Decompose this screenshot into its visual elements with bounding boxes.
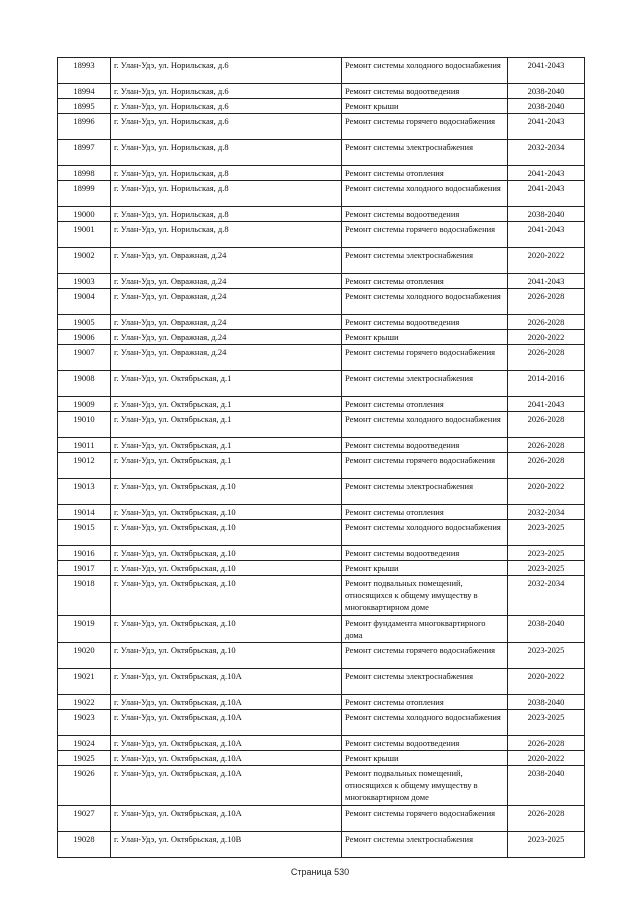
table-row (58, 248, 585, 274)
work-type-cell: Ремонт системы водоотведения (342, 546, 508, 561)
period-cell: 2041-2043 (508, 222, 585, 248)
repair-schedule-table (57, 57, 585, 858)
table-row (58, 453, 585, 479)
table-row (58, 736, 585, 751)
work-type-cell: Ремонт крыши (342, 99, 508, 114)
row-number-cell: 19011 (58, 438, 111, 453)
period-cell: 2041-2043 (508, 166, 585, 181)
table-row (58, 520, 585, 546)
period-cell: 2038-2040 (508, 766, 585, 806)
row-number-cell: 18996 (58, 114, 111, 140)
period-cell: 2041-2043 (508, 274, 585, 289)
row-number-cell: 19012 (58, 453, 111, 479)
work-type-cell: Ремонт подвальных помещений, относящихся к общему имуществу в многоквартирном доме (342, 766, 508, 806)
address-cell: г. Улан-Удэ, ул. Октябрьская, д.10А (111, 736, 342, 751)
table-row (58, 479, 585, 505)
table-row (58, 274, 585, 289)
work-type-cell: Ремонт системы горячего водоснабжения (342, 222, 508, 248)
row-number-cell: 18993 (58, 58, 111, 84)
work-type-cell: Ремонт подвальных помещений, относящихся к общему имуществу в многоквартирном доме (342, 576, 508, 616)
table-row (58, 695, 585, 710)
work-type-cell: Ремонт крыши (342, 751, 508, 766)
work-type-cell: Ремонт системы водоотведения (342, 315, 508, 330)
table-body (58, 58, 585, 858)
table-row (58, 546, 585, 561)
work-type-cell: Ремонт системы отопления (342, 505, 508, 520)
address-cell: г. Улан-Удэ, ул. Октябрьская, д.10 (111, 616, 342, 643)
table-row (58, 832, 585, 858)
address-cell: г. Улан-Удэ, ул. Октябрьская, д.10 (111, 561, 342, 576)
work-type-cell: Ремонт фундамента многоквартирного дома (342, 616, 508, 643)
table-row (58, 766, 585, 806)
period-cell: 2020-2022 (508, 248, 585, 274)
period-cell: 2038-2040 (508, 695, 585, 710)
table-row (58, 345, 585, 371)
work-type-cell: Ремонт системы холодного водоснабжения (342, 181, 508, 207)
work-type-cell: Ремонт системы холодного водоснабжения (342, 58, 508, 84)
work-type-cell: Ремонт крыши (342, 561, 508, 576)
period-cell: 2023-2025 (508, 561, 585, 576)
period-cell: 2026-2028 (508, 315, 585, 330)
table-row (58, 371, 585, 397)
period-cell: 2038-2040 (508, 99, 585, 114)
period-cell: 2041-2043 (508, 397, 585, 412)
row-number-cell: 19021 (58, 669, 111, 695)
table-row (58, 412, 585, 438)
period-cell: 2032-2034 (508, 140, 585, 166)
table-row (58, 84, 585, 99)
row-number-cell: 19026 (58, 766, 111, 806)
table-row (58, 505, 585, 520)
work-type-cell: Ремонт системы отопления (342, 397, 508, 412)
address-cell: г. Улан-Удэ, ул. Овражная, д.24 (111, 315, 342, 330)
row-number-cell: 19015 (58, 520, 111, 546)
table-row (58, 315, 585, 330)
address-cell: г. Улан-Удэ, ул. Октябрьская, д.10 (111, 643, 342, 669)
row-number-cell: 19017 (58, 561, 111, 576)
row-number-cell: 19024 (58, 736, 111, 751)
address-cell: г. Улан-Удэ, ул. Норильская, д.8 (111, 166, 342, 181)
work-type-cell: Ремонт системы электроснабжения (342, 140, 508, 166)
table-row (58, 166, 585, 181)
period-cell: 2038-2040 (508, 84, 585, 99)
address-cell: г. Улан-Удэ, ул. Норильская, д.8 (111, 222, 342, 248)
table-row (58, 181, 585, 207)
work-type-cell: Ремонт крыши (342, 330, 508, 345)
period-cell: 2026-2028 (508, 438, 585, 453)
row-number-cell: 19010 (58, 412, 111, 438)
address-cell: г. Улан-Удэ, ул. Октябрьская, д.1 (111, 397, 342, 412)
period-cell: 2014-2016 (508, 371, 585, 397)
row-number-cell: 19020 (58, 643, 111, 669)
period-cell: 2038-2040 (508, 616, 585, 643)
address-cell: г. Улан-Удэ, ул. Октябрьская, д.10 (111, 505, 342, 520)
period-cell: 2032-2034 (508, 576, 585, 616)
row-number-cell: 18994 (58, 84, 111, 99)
row-number-cell: 19016 (58, 546, 111, 561)
row-number-cell: 19005 (58, 315, 111, 330)
period-cell: 2026-2028 (508, 806, 585, 832)
work-type-cell: Ремонт системы водоотведения (342, 207, 508, 222)
table-row (58, 616, 585, 643)
period-cell: 2026-2028 (508, 345, 585, 371)
row-number-cell: 19001 (58, 222, 111, 248)
work-type-cell: Ремонт системы горячего водоснабжения (342, 643, 508, 669)
work-type-cell: Ремонт системы электроснабжения (342, 371, 508, 397)
period-cell: 2020-2022 (508, 330, 585, 345)
work-type-cell: Ремонт системы холодного водоснабжения (342, 412, 508, 438)
period-cell: 2020-2022 (508, 751, 585, 766)
address-cell: г. Улан-Удэ, ул. Овражная, д.24 (111, 289, 342, 315)
row-number-cell: 18998 (58, 166, 111, 181)
work-type-cell: Ремонт системы горячего водоснабжения (342, 345, 508, 371)
table-row (58, 222, 585, 248)
table-row (58, 207, 585, 222)
period-cell: 2038-2040 (508, 207, 585, 222)
address-cell: г. Улан-Удэ, ул. Октябрьская, д.1 (111, 371, 342, 397)
address-cell: г. Улан-Удэ, ул. Овражная, д.24 (111, 248, 342, 274)
row-number-cell: 19004 (58, 289, 111, 315)
row-number-cell: 19002 (58, 248, 111, 274)
work-type-cell: Ремонт системы горячего водоснабжения (342, 114, 508, 140)
address-cell: г. Улан-Удэ, ул. Овражная, д.24 (111, 330, 342, 345)
row-number-cell: 19023 (58, 710, 111, 736)
table-row (58, 710, 585, 736)
row-number-cell: 19019 (58, 616, 111, 643)
work-type-cell: Ремонт системы отопления (342, 695, 508, 710)
table-row (58, 576, 585, 616)
address-cell: г. Улан-Удэ, ул. Норильская, д.8 (111, 181, 342, 207)
period-cell: 2041-2043 (508, 181, 585, 207)
row-number-cell: 19003 (58, 274, 111, 289)
page-number: Страница 530 (290, 867, 350, 877)
period-cell: 2032-2034 (508, 505, 585, 520)
period-cell: 2020-2022 (508, 479, 585, 505)
period-cell: 2026-2028 (508, 289, 585, 315)
table-row (58, 669, 585, 695)
address-cell: г. Улан-Удэ, ул. Октябрьская, д.10 (111, 520, 342, 546)
work-type-cell: Ремонт системы водоотведения (342, 438, 508, 453)
period-cell: 2026-2028 (508, 453, 585, 479)
address-cell: г. Улан-Удэ, ул. Октябрьская, д.10А (111, 751, 342, 766)
row-number-cell: 19028 (58, 832, 111, 858)
row-number-cell: 18997 (58, 140, 111, 166)
table-row (58, 751, 585, 766)
address-cell: г. Улан-Удэ, ул. Октябрьская, д.1 (111, 412, 342, 438)
address-cell: г. Улан-Удэ, ул. Норильская, д.6 (111, 99, 342, 114)
row-number-cell: 19007 (58, 345, 111, 371)
row-number-cell: 19008 (58, 371, 111, 397)
address-cell: г. Улан-Удэ, ул. Октябрьская, д.10А (111, 766, 342, 806)
table-row (58, 114, 585, 140)
work-type-cell: Ремонт системы отопления (342, 274, 508, 289)
work-type-cell: Ремонт системы горячего водоснабжения (342, 453, 508, 479)
address-cell: г. Улан-Удэ, ул. Октябрьская, д.10А (111, 710, 342, 736)
row-number-cell: 19009 (58, 397, 111, 412)
table-row (58, 99, 585, 114)
table-row (58, 561, 585, 576)
address-cell: г. Улан-Удэ, ул. Октябрьская, д.10А (111, 806, 342, 832)
address-cell: г. Улан-Удэ, ул. Октябрьская, д.10А (111, 695, 342, 710)
work-type-cell: Ремонт системы электроснабжения (342, 248, 508, 274)
work-type-cell: Ремонт системы электроснабжения (342, 832, 508, 858)
period-cell: 2026-2028 (508, 412, 585, 438)
work-type-cell: Ремонт системы электроснабжения (342, 479, 508, 505)
row-number-cell: 19013 (58, 479, 111, 505)
period-cell: 2023-2025 (508, 520, 585, 546)
work-type-cell: Ремонт системы водоотведения (342, 84, 508, 99)
row-number-cell: 19006 (58, 330, 111, 345)
address-cell: г. Улан-Удэ, ул. Норильская, д.8 (111, 207, 342, 222)
table-row (58, 643, 585, 669)
address-cell: г. Улан-Удэ, ул. Октябрьская, д.10В (111, 832, 342, 858)
period-cell: 2023-2025 (508, 832, 585, 858)
address-cell: г. Улан-Удэ, ул. Норильская, д.6 (111, 114, 342, 140)
period-cell: 2023-2025 (508, 710, 585, 736)
table-row (58, 397, 585, 412)
address-cell: г. Улан-Удэ, ул. Норильская, д.6 (111, 58, 342, 84)
row-number-cell: 19000 (58, 207, 111, 222)
table-row (58, 330, 585, 345)
work-type-cell: Ремонт системы отопления (342, 166, 508, 181)
period-cell: 2020-2022 (508, 669, 585, 695)
row-number-cell: 18995 (58, 99, 111, 114)
address-cell: г. Улан-Удэ, ул. Норильская, д.8 (111, 140, 342, 166)
table-row (58, 58, 585, 84)
table-row (58, 140, 585, 166)
row-number-cell: 18999 (58, 181, 111, 207)
work-type-cell: Ремонт системы холодного водоснабжения (342, 289, 508, 315)
row-number-cell: 19025 (58, 751, 111, 766)
table-row (58, 289, 585, 315)
address-cell: г. Улан-Удэ, ул. Норильская, д.6 (111, 84, 342, 99)
work-type-cell: Ремонт системы холодного водоснабжения (342, 520, 508, 546)
address-cell: г. Улан-Удэ, ул. Овражная, д.24 (111, 345, 342, 371)
row-number-cell: 19018 (58, 576, 111, 616)
period-cell: 2041-2043 (508, 114, 585, 140)
period-cell: 2023-2025 (508, 643, 585, 669)
table-row (58, 806, 585, 832)
period-cell: 2041-2043 (508, 58, 585, 84)
work-type-cell: Ремонт системы водоотведения (342, 736, 508, 751)
work-type-cell: Ремонт системы электроснабжения (342, 669, 508, 695)
address-cell: г. Улан-Удэ, ул. Овражная, д.24 (111, 274, 342, 289)
work-type-cell: Ремонт системы холодного водоснабжения (342, 710, 508, 736)
row-number-cell: 19022 (58, 695, 111, 710)
address-cell: г. Улан-Удэ, ул. Октябрьская, д.10 (111, 546, 342, 561)
period-cell: 2026-2028 (508, 736, 585, 751)
row-number-cell: 19014 (58, 505, 111, 520)
table-row (58, 438, 585, 453)
address-cell: г. Улан-Удэ, ул. Октябрьская, д.10 (111, 479, 342, 505)
address-cell: г. Улан-Удэ, ул. Октябрьская, д.1 (111, 453, 342, 479)
address-cell: г. Улан-Удэ, ул. Октябрьская, д.10А (111, 669, 342, 695)
address-cell: г. Улан-Удэ, ул. Октябрьская, д.10 (111, 576, 342, 616)
address-cell: г. Улан-Удэ, ул. Октябрьская, д.1 (111, 438, 342, 453)
row-number-cell: 19027 (58, 806, 111, 832)
work-type-cell: Ремонт системы горячего водоснабжения (342, 806, 508, 832)
period-cell: 2023-2025 (508, 546, 585, 561)
